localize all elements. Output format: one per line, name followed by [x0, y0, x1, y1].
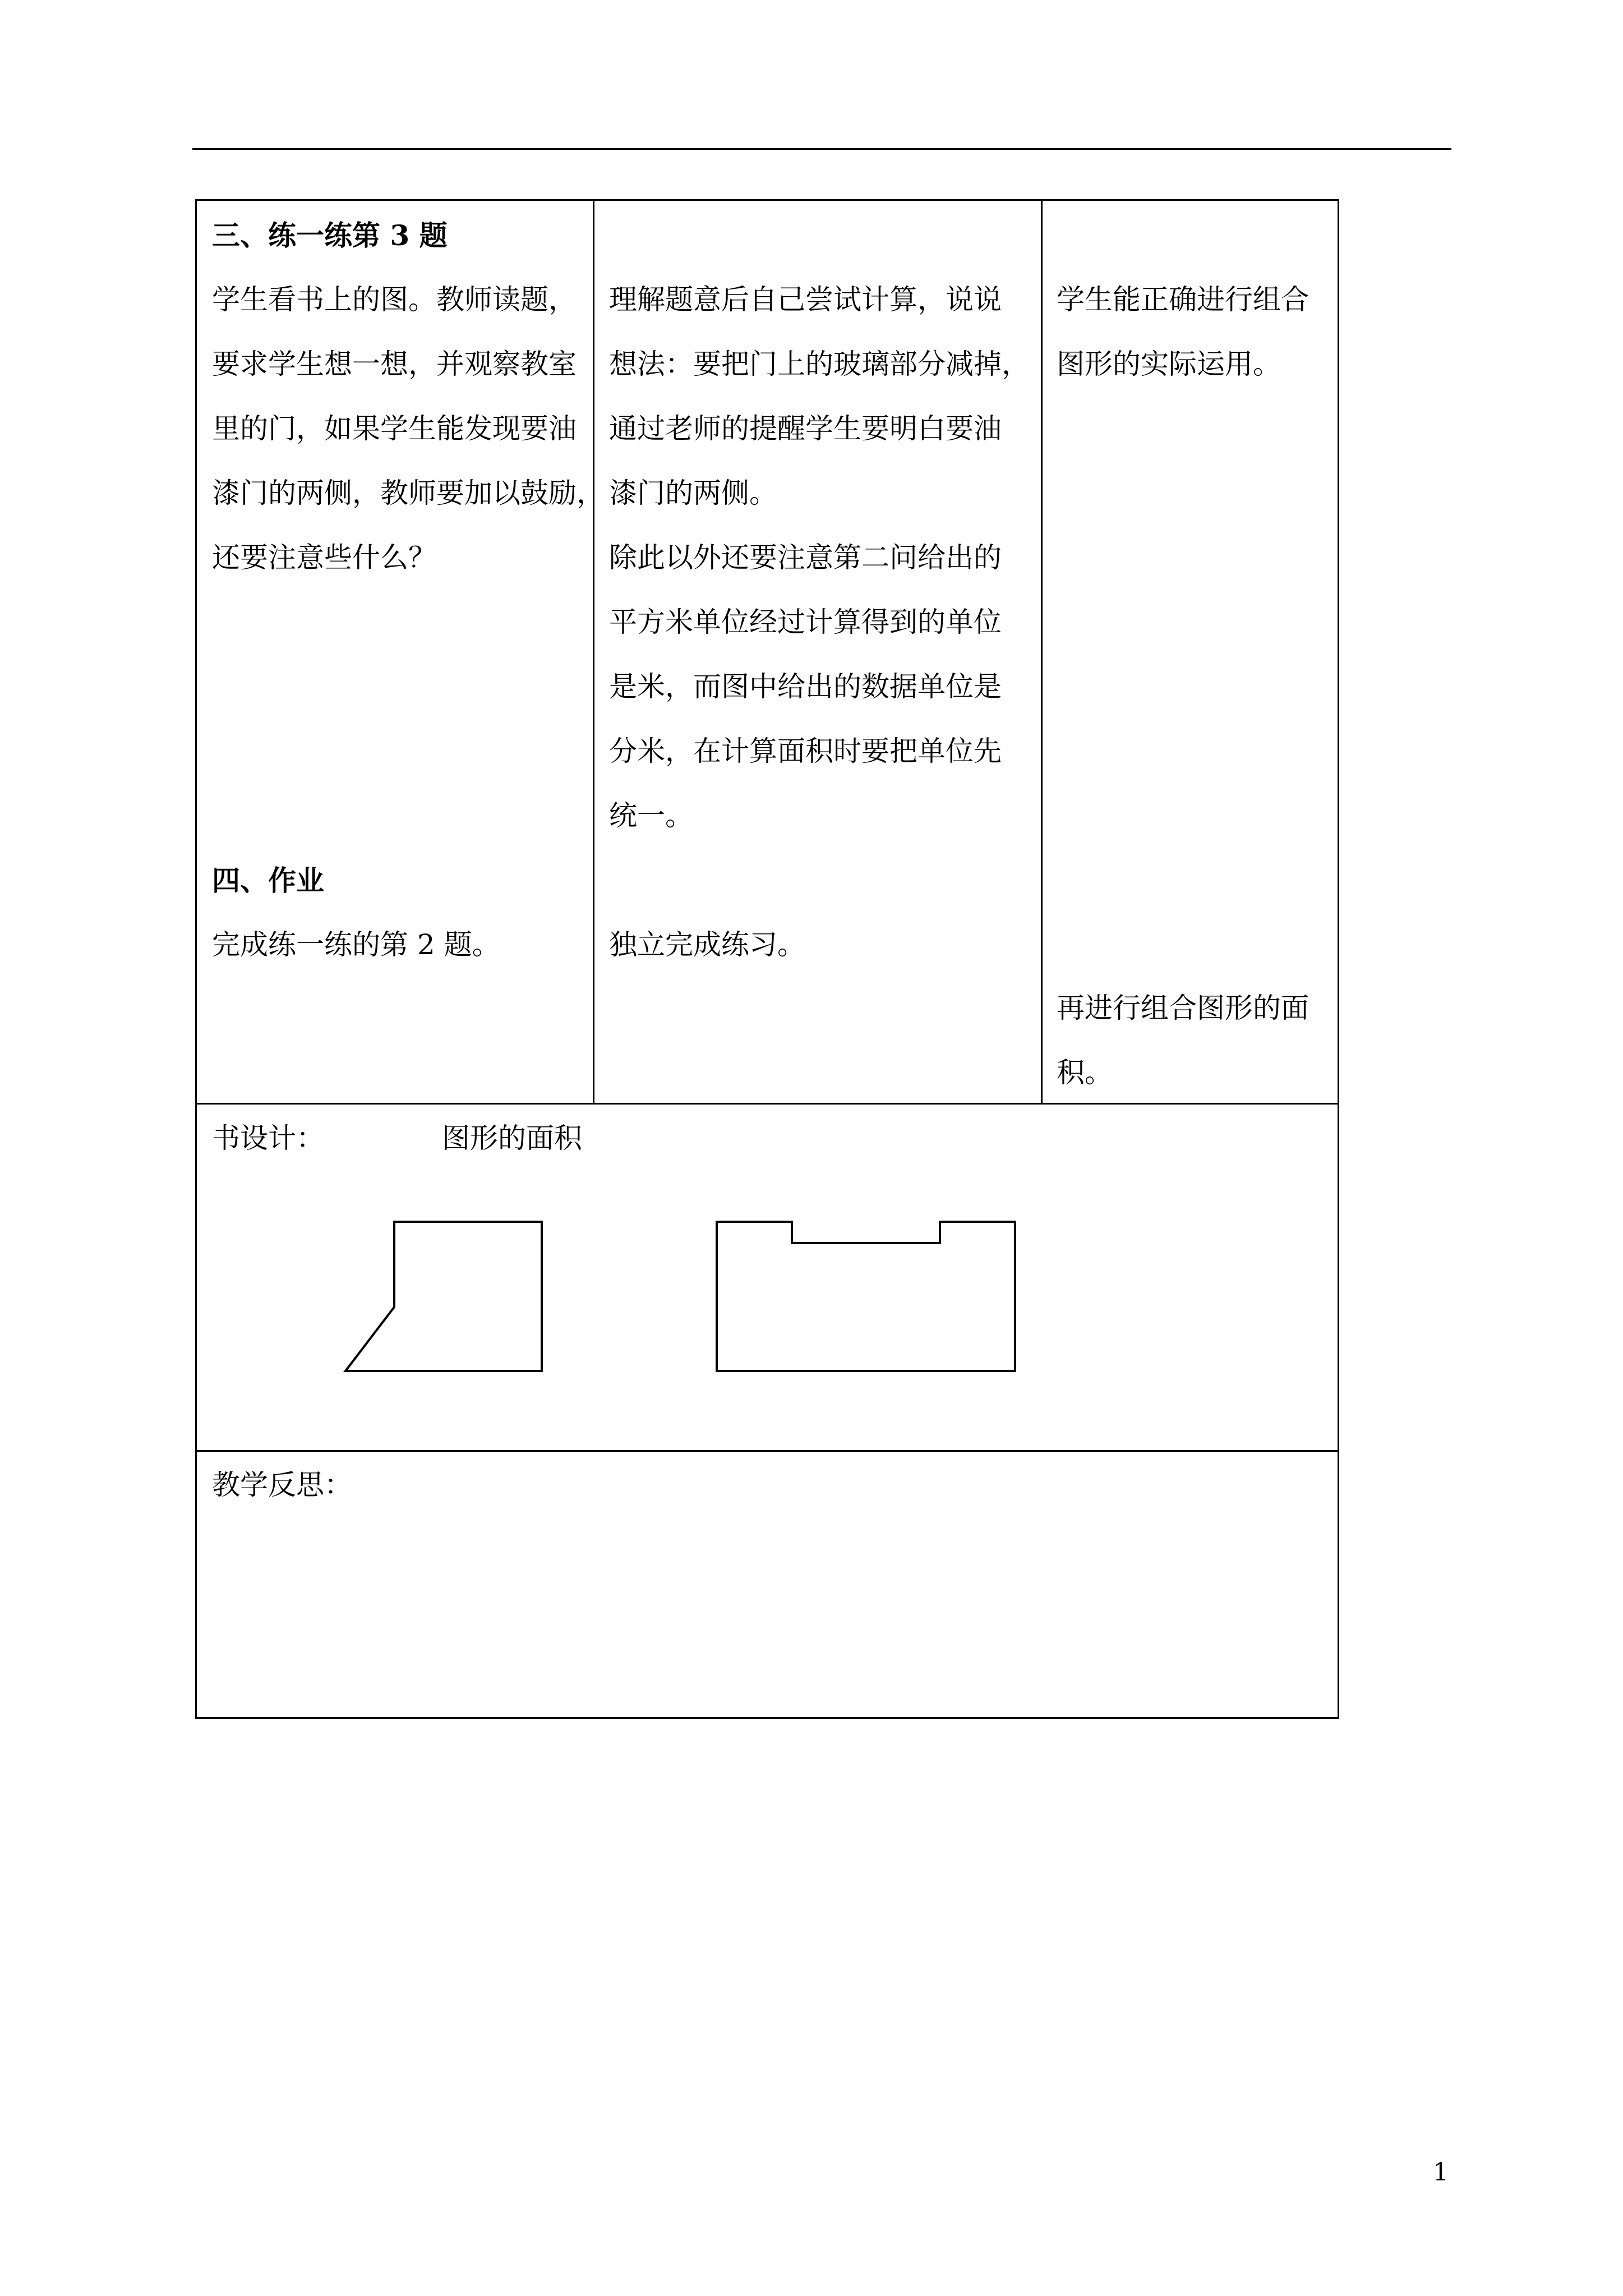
student-line: 除此以外还要注意第二问给出的 [609, 541, 1002, 574]
page-number: 1 [1433, 2158, 1449, 2187]
goal-line: 学生能正确进行组合 [1057, 283, 1309, 316]
board-design-title: 图形的面积 [442, 1122, 582, 1154]
teacher-line: 里的门，如果学生能发现要油 [212, 412, 577, 445]
teaching-reflection-label: 教学反思： [212, 1469, 352, 1501]
student-line: 分米，在计算面积时要把单位先 [609, 735, 1002, 767]
goal-line: 再进行组合图形的面 [1057, 992, 1309, 1024]
student-line: 统一。 [609, 799, 693, 832]
board-design-label: 书设计： [212, 1122, 324, 1154]
goal-line: 积。 [1057, 1056, 1113, 1089]
homework-text: 完成练一练的第 2 题。 [212, 928, 500, 961]
section-4-title: 四、作业 [212, 864, 324, 897]
teacher-line: 学生看书上的图。教师读题， [212, 283, 577, 316]
teacher-line: 漆门的两侧，教师要加以鼓励， [212, 477, 605, 509]
teacher-line: 要求学生想一想，并观察教室 [212, 348, 577, 380]
student-line: 是米，而图中给出的数据单位是 [609, 670, 1002, 703]
student-line: 通过老师的提醒学生要明白要油 [609, 412, 1002, 445]
trapezoid-composite-shape [345, 1222, 542, 1371]
section-3-title: 三、练一练第 3 题 [212, 219, 448, 252]
notched-rectangle-shape [717, 1222, 1015, 1371]
student-line: 理解题意后自己尝试计算，说说 [609, 283, 1002, 316]
teacher-line: 还要注意些什么？ [212, 541, 436, 574]
goal-line: 图形的实际运用。 [1057, 348, 1281, 380]
student-line: 平方米单位经过计算得到的单位 [609, 606, 1002, 638]
student-homework: 独立完成练习。 [609, 928, 805, 961]
student-line: 想法：要把门上的玻璃部分减掉， [609, 348, 1030, 380]
student-line: 漆门的两侧。 [609, 477, 777, 509]
